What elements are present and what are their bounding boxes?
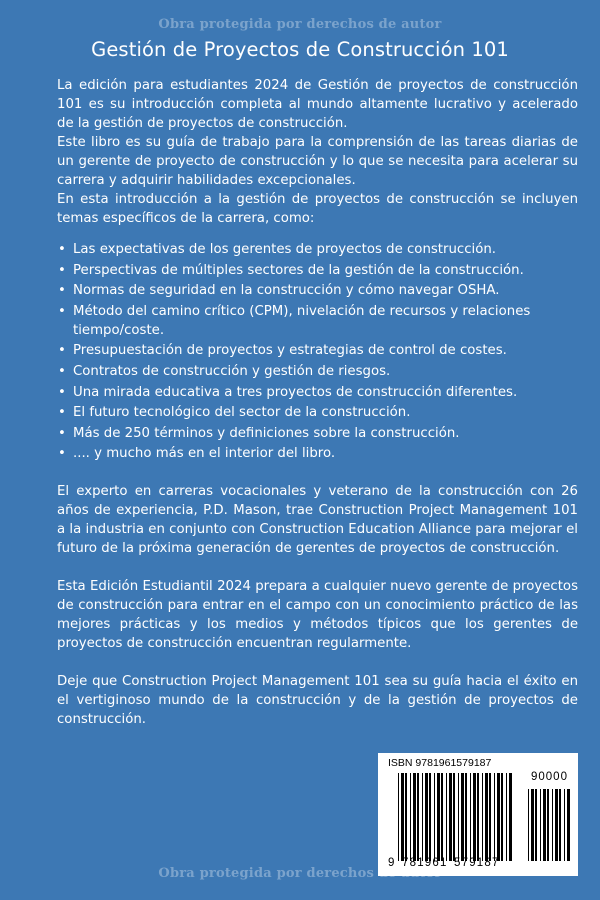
barcode-stripe [425,773,428,861]
barcode-stripe [398,773,399,861]
barcode-stripe [465,773,467,861]
back-cover-text [57,76,578,729]
barcode-stripe [543,789,546,861]
list-item: • .... y mucho más en el interior del libro. [57,444,578,463]
barcode-stripe [413,773,416,861]
barcode-digits-group1: 781961 [402,857,448,869]
barcode-stripe [417,773,419,861]
barcode-stripe [506,773,507,861]
intro-paragraph-2: Este libro es su guía de trabajo para la comprensión de las tareas diarias de un gerente de proyecto de construcción y lo que se necesita para acelerar su carrera y adquirir habilidades excepcionales. [57,135,578,188]
barcode-stripe [501,773,503,861]
barcode-stripe [509,773,512,861]
barcode-stripe [528,789,529,861]
author-paragraph: El experto en carreras vocacionales y veterano de la construcción con 26 años de experiencia, P.D. Mason, trae Construction Project Management 101 a la industria en conjunto con Construction Education Alliance para mejorar el futuro de la próxima generación de gerentes de proyectos de construcción. [57,484,578,557]
barcode-stripe [497,773,500,861]
barcode-stripe [437,773,440,861]
barcode-stripe [477,773,479,861]
list-item: • Método del camino crítico (CPM), nivelación de recursos y relaciones tiempo/coste. [57,302,578,340]
barcode-stripe [473,773,476,861]
barcode-stripe [489,773,491,861]
barcode-stripe [564,789,565,861]
book-title: Gestión de Proyectos de Construcción 101 [91,38,509,61]
list-item: • El futuro tecnológico del sector de la construcción. [57,403,578,422]
copyright-watermark-bottom: Obra protegida por derechos de autor [158,866,442,881]
barcode-stripe [547,789,549,861]
list-item: • Presupuestación de proyectos y estrategias de control de costes. [57,341,578,360]
barcode-stripe [410,773,411,861]
barcode-digit-lead: 9 [388,857,395,869]
list-item: • Las expectativas de los gerentes de proyectos de construcción. [57,240,578,259]
edition-paragraph: Esta Edición Estudiantil 2024 prepara a cualquier nuevo gerente de proyectos de construcción para entrar en el campo con un conocimiento práctico de las mejores prácticas y los medios y métodos típicos que los gerentes de proyectos de construcción encuentran regularmente. [57,579,578,652]
isbn-barcode [378,753,578,876]
intro-paragraph-3: En esta introducción a la gestión de proyectos de construcción se incluyen temas específicos de la carrera, como: [57,192,578,226]
barcode-stripe [540,789,541,861]
barcode-digits-group2: 579187 [454,857,500,869]
barcode-stripe [429,773,431,861]
barcode-stripe [405,773,407,861]
barcode-stripe [461,773,464,861]
barcode-stripe [559,789,561,861]
barcode-stripe [567,789,570,861]
isbn-label: ISBN 9781961579187 [388,757,492,769]
barcode-stripe [535,789,537,861]
topics-list [57,240,578,463]
barcode-stripe [434,773,435,861]
list-item: • Normas de seguridad en la construcción y cómo navegar OSHA. [57,281,578,300]
barcode-stripe [401,773,404,861]
barcode-stripe [531,789,534,861]
barcode-stripe [458,773,459,861]
barcode-stripe [470,773,471,861]
barcode-stripe [441,773,443,861]
barcode-stripe [555,789,558,861]
list-item: • Más de 250 términos y definiciones sobre la construcción. [57,424,578,443]
barcode-stripe [453,773,455,861]
copyright-watermark-top: Obra protegida por derechos de autor [158,17,442,32]
price-code: 90000 [531,771,568,783]
barcode-stripe [446,773,447,861]
closing-paragraph: Deje que Construction Project Management 101 sea su guía hacia el éxito en el vertiginoso mundo de la construcción y de la gestión de proyectos de construcción. [57,674,578,728]
barcode-stripe [449,773,452,861]
list-item: • Una mirada educativa a tres proyectos de construcción diferentes. [57,383,578,402]
barcode-stripe [485,773,488,861]
barcode-stripe [552,789,553,861]
intro-paragraph-1: La edición para estudiantes 2024 de Gestión de proyectos de construcción 101 es su introducción completa al mundo altamente lucrativo y acelerado de la gestión de proyectos de construcción. [57,78,578,131]
list-item: • Contratos de construcción y gestión de riesgos. [57,362,578,381]
barcode-stripe [422,773,423,861]
barcode-stripe [482,773,483,861]
list-item: • Perspectivas de múltiples sectores de la gestión de la construcción. [57,261,578,280]
barcode-stripe [494,773,495,861]
